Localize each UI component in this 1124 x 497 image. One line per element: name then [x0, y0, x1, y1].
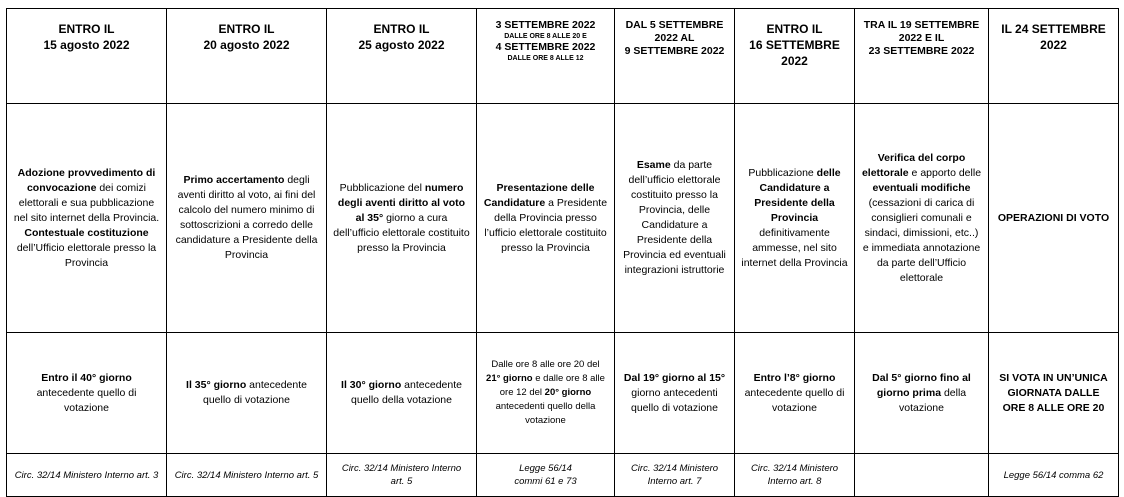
- activity-cell: OPERAZIONI DI VOTO: [989, 104, 1119, 333]
- header-cell: 3 SETTEMBRE 2022 DALLE ORE 8 ALLE 20 E 4 SETTEMBRE 2022 DALLE ORE 8 ALLE 12: [477, 9, 615, 104]
- header-cell: TRA IL 19 SETTEMBRE 2022 E IL 23 SETTEMBRE 2022: [855, 9, 989, 104]
- activity-cell: Presentazione delle Candidature a Presidente della Provincia presso l’ufficio elettorale costituito presso la Provincia: [477, 104, 615, 333]
- reference-cell: Circ. 32/14 Ministero Interno art. 3: [7, 454, 167, 497]
- activity-cell: Pubblicazione delle Candidature a Presidente della Provincia definitivamente ammesse, nel sito internet della Provincia: [735, 104, 855, 333]
- deadline-cell: Dalle ore 8 alle ore 20 del 21° giorno e dalle ore 8 alle ore 12 del 20° giorno antecedenti quello della votazione: [477, 333, 615, 454]
- reference-cell: Circ. 32/14 Ministero Interno art. 5: [327, 454, 477, 497]
- deadline-cell: Dal 19° giorno al 15° giorno antecedenti quello di votazione: [615, 333, 735, 454]
- reference-cell: [855, 454, 989, 497]
- election-schedule-table: [6, 8, 1119, 497]
- header-row: [7, 9, 1119, 104]
- reference-cell: Legge 56/14 commi 61 e 73: [477, 454, 615, 497]
- header-cell: ENTRO IL 25 agosto 2022: [327, 9, 477, 104]
- header-cell: IL 24 SETTEMBRE 2022: [989, 9, 1119, 104]
- activity-cell: Esame da parte dell’ufficio elettorale costituito presso la Provincia, delle Candidature a Presidente della Provincia ed eventuali integrazioni istruttorie: [615, 104, 735, 333]
- deadline-cell: Entro l’8° giorno antecedente quello di votazione: [735, 333, 855, 454]
- deadline-cell: SI VOTA IN UN’UNICA GIORNATA DALLE ORE 8 ALLE ORE 20: [989, 333, 1119, 454]
- reference-cell: Legge 56/14 comma 62: [989, 454, 1119, 497]
- header-cell: DAL 5 SETTEMBRE 2022 AL 9 SETTEMBRE 2022: [615, 9, 735, 104]
- activity-cell: Verifica del corpo elettorale e apporto delle eventuali modifiche (cessazioni di carica di consiglieri comunali e sindaci, dimissioni, etc..) e immediata annotazione da parte dell’Ufficio elettorale: [855, 104, 989, 333]
- reference-cell: Circ. 32/14 Ministero Interno art. 7: [615, 454, 735, 497]
- activity-cell: Adozione provvedimento di convocazione dei comizi elettorali e sua pubblicazione nel sito internet della Provincia. Contestuale costituzione dell’Ufficio elettorale presso la Provincia: [7, 104, 167, 333]
- header-cell: ENTRO IL 16 SETTEMBRE 2022: [735, 9, 855, 104]
- activity-row: [7, 104, 1119, 333]
- activity-cell: Primo accertamento degli aventi diritto al voto, ai fini del calcolo del numero minimo di sottoscrizioni a corredo delle candidature a Presidente della Provincia: [167, 104, 327, 333]
- header-cell: ENTRO IL 15 agosto 2022: [7, 9, 167, 104]
- activity-cell: Pubblicazione del numero degli aventi diritto al voto al 35° giorno a cura dell’ufficio elettorale costituito presso la Provincia: [327, 104, 477, 333]
- header-cell: ENTRO IL 20 agosto 2022: [167, 9, 327, 104]
- reference-cell: Circ. 32/14 Ministero Interno art. 5: [167, 454, 327, 497]
- deadline-cell: Dal 5° giorno fino al giorno prima della votazione: [855, 333, 989, 454]
- reference-row: [7, 454, 1119, 497]
- deadline-row: [7, 333, 1119, 454]
- reference-cell: Circ. 32/14 Ministero Interno art. 8: [735, 454, 855, 497]
- deadline-cell: Entro il 40° giorno antecedente quello di votazione: [7, 333, 167, 454]
- deadline-cell: Il 35° giorno antecedente quello di votazione: [167, 333, 327, 454]
- deadline-cell: Il 30° giorno antecedente quello della votazione: [327, 333, 477, 454]
